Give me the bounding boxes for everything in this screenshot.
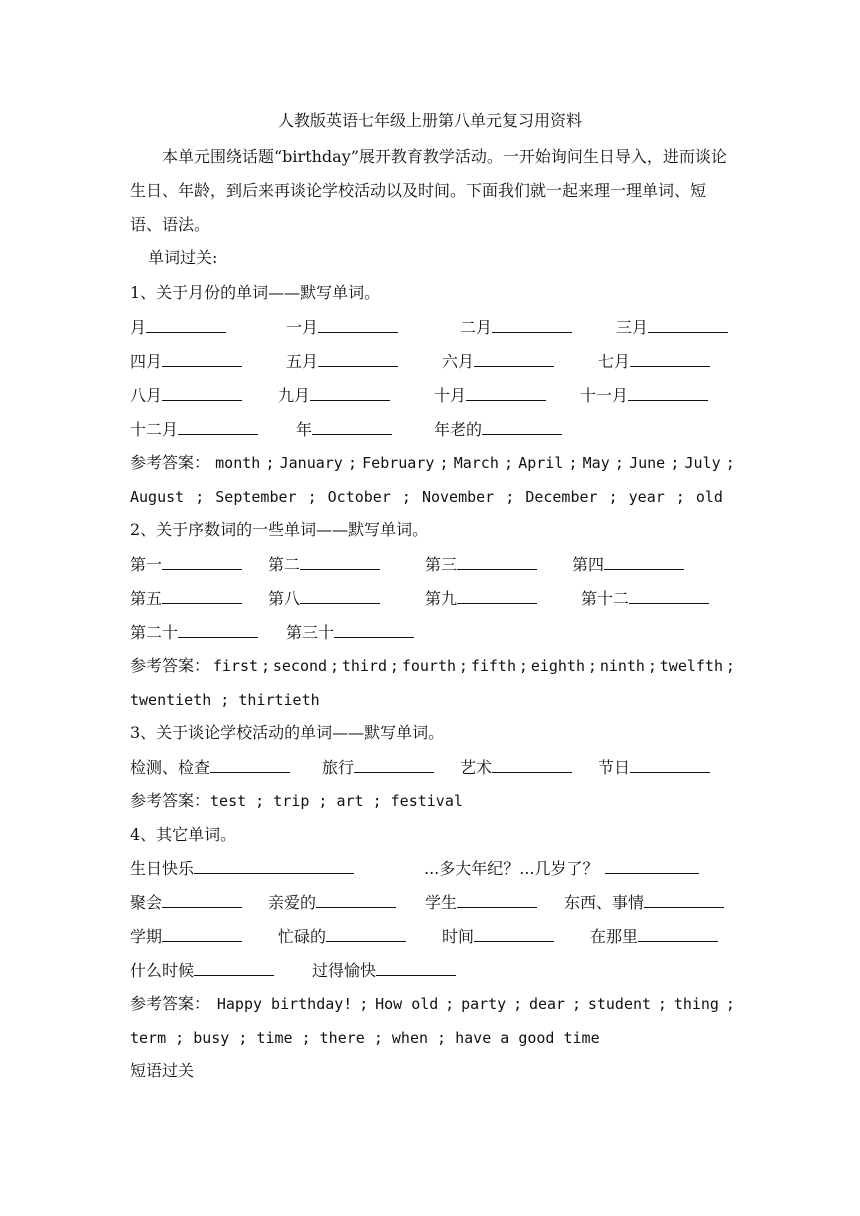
answer-word: February	[362, 454, 435, 472]
answer-blank[interactable]	[194, 959, 274, 976]
answer-word: April	[518, 454, 564, 472]
answer-word: May	[582, 454, 610, 472]
answer-word: June	[629, 454, 666, 472]
blank-item	[268, 553, 380, 576]
blank-item	[460, 316, 572, 339]
item-label: 东西、事情	[564, 893, 645, 912]
answer-line: 参考答案： Happy birthday! ; How old ; party ; dear ; student ; thing ;	[130, 994, 735, 1013]
answer-label: 参考答案：	[130, 791, 211, 810]
blank-item	[322, 756, 434, 779]
blank-item	[616, 316, 728, 339]
exercise-row	[130, 553, 735, 575]
answer-word: party	[461, 995, 507, 1013]
answer-blank[interactable]	[628, 384, 708, 401]
section-1-heading: 1、关于月份的单词——默写单词。	[130, 283, 381, 302]
answer-blank[interactable]	[629, 587, 709, 604]
blank-item	[581, 587, 709, 610]
answer-blank[interactable]	[492, 316, 572, 333]
answer-blank[interactable]	[162, 553, 242, 570]
answer-word: September	[215, 488, 297, 506]
answer-word: have a good time	[455, 1029, 600, 1047]
answer-blank[interactable]	[210, 756, 290, 773]
blank-item	[286, 316, 398, 339]
item-label: 第五	[130, 589, 163, 608]
answer-word: second	[272, 657, 328, 675]
section-2-heading: 2、关于序数词的一些单词——默写单词。	[130, 520, 429, 539]
item-label: 第三	[425, 555, 458, 574]
answer-blank[interactable]	[466, 384, 546, 401]
answer-word: busy	[193, 1029, 230, 1047]
answer-line: 参考答案： month ; January ; February ; March ; April ; May ; June ; July ;	[130, 453, 735, 472]
answer-word: November	[421, 488, 495, 506]
answer-word: December	[525, 488, 598, 506]
answer-label: 参考答案：	[130, 994, 211, 1013]
item-label: ...多大年纪？...几岁了？	[424, 859, 599, 878]
exercise-row	[130, 925, 735, 947]
blank-item	[460, 756, 572, 779]
exercise-row	[130, 384, 735, 406]
answer-line: 参考答案：test ; trip ; art ; festival	[130, 791, 463, 810]
item-label: 八月	[130, 386, 163, 405]
item-label: 第二	[268, 555, 301, 574]
answer-blank[interactable]	[354, 756, 434, 773]
answer-word: Happy birthday!	[216, 995, 353, 1013]
answer-word: when	[391, 1029, 429, 1047]
blank-item	[130, 959, 274, 982]
blank-item	[268, 891, 396, 914]
answer-word: twentieth	[130, 691, 212, 709]
item-label: 时间	[442, 927, 475, 946]
answer-word: old	[695, 488, 723, 506]
item-label: 六月	[442, 352, 475, 371]
blank-item	[268, 587, 380, 610]
item-label: 亲爱的	[268, 893, 317, 912]
answer-blank[interactable]	[604, 553, 684, 570]
answer-label: 参考答案：	[130, 453, 211, 472]
answer-blank[interactable]	[162, 587, 242, 604]
answer-word: How old	[375, 995, 439, 1013]
blank-item	[130, 756, 290, 779]
exercise-row	[130, 959, 735, 981]
blank-item	[434, 418, 562, 441]
blank-item	[130, 418, 258, 441]
blank-item	[286, 621, 414, 644]
intro-paragraph: 本单元围绕话题“birthday”展开教育教学活动。一开始询问生日导入，进而谈论生日、年龄，到后来再谈论学校活动以及时间。下面我们就一起来理一理单词、短语、语法。	[130, 147, 727, 234]
answer-word: ninth	[599, 657, 645, 675]
answer-blank[interactable]	[630, 350, 710, 367]
item-label: 过得愉快	[312, 961, 377, 980]
blank-item	[278, 384, 390, 407]
answer-label: 参考答案：	[130, 656, 211, 675]
blank-item	[130, 587, 242, 610]
item-label: 年老的	[434, 420, 483, 439]
answer-blank[interactable]	[312, 418, 392, 435]
blank-item	[425, 891, 537, 914]
item-label: 四月	[130, 352, 163, 371]
blank-item	[130, 621, 258, 644]
answer-blank[interactable]	[316, 891, 396, 908]
section-4-heading: 4、其它单词。	[130, 825, 237, 844]
answer-word: January	[279, 454, 343, 472]
answer-blank[interactable]	[326, 925, 406, 942]
answer-blank[interactable]	[318, 350, 398, 367]
blank-item	[130, 316, 226, 339]
exercise-row	[130, 621, 735, 643]
answer-word: twelfth	[659, 657, 723, 675]
answer-blank[interactable]	[178, 418, 258, 435]
answer-blank[interactable]	[492, 756, 572, 773]
answer-blank[interactable]	[474, 350, 554, 367]
answer-word: art	[336, 792, 364, 810]
item-label: 忙碌的	[278, 927, 327, 946]
blank-item	[130, 350, 242, 373]
answer-blank[interactable]	[457, 553, 537, 570]
blank-item	[312, 959, 456, 982]
blank-item	[130, 384, 242, 407]
answer-word: March	[453, 454, 499, 472]
answer-word: trip	[273, 792, 310, 810]
answer-blank[interactable]	[194, 857, 354, 874]
answer-word: test	[210, 792, 247, 810]
answer-blank[interactable]	[310, 384, 390, 401]
item-label: 学期	[130, 927, 163, 946]
answer-word: year	[628, 488, 665, 506]
answer-blank[interactable]	[300, 587, 380, 604]
answer-word: fifth	[470, 657, 516, 675]
answer-blank[interactable]	[162, 384, 242, 401]
answer-blank[interactable]	[474, 925, 554, 942]
item-label: 第九	[425, 589, 458, 608]
answer-word: thing	[673, 995, 719, 1013]
answer-blank[interactable]	[638, 925, 718, 942]
item-label: 第三十	[286, 623, 335, 642]
answer-blank[interactable]	[318, 316, 398, 333]
exercise-row	[130, 756, 735, 778]
blank-item	[442, 925, 554, 948]
blank-item	[598, 756, 710, 779]
item-label: 在那里	[590, 927, 639, 946]
exercise-row	[130, 316, 735, 338]
exercise-row	[130, 891, 735, 913]
blank-item	[425, 553, 537, 576]
exercise-row	[130, 418, 735, 440]
item-label: 学生	[425, 893, 458, 912]
item-label: 月	[130, 318, 147, 337]
item-label: 聚会	[130, 893, 163, 912]
answer-blank[interactable]	[644, 891, 724, 908]
item-label: 节日	[598, 758, 631, 777]
blank-item	[130, 925, 242, 948]
item-label: 五月	[286, 352, 319, 371]
item-label: 九月	[278, 386, 311, 405]
answer-word: August	[130, 488, 185, 506]
blank-item	[442, 350, 554, 373]
answer-blank[interactable]	[162, 891, 242, 908]
exercise-row	[130, 350, 735, 372]
answer-blank[interactable]	[457, 891, 537, 908]
answer-blank[interactable]	[376, 959, 456, 976]
blank-item	[278, 925, 406, 948]
blank-item	[564, 891, 724, 914]
item-label: 第十二	[581, 589, 630, 608]
answer-blank[interactable]	[146, 316, 226, 333]
item-label: 检测、检查	[130, 758, 211, 777]
answer-blank[interactable]	[482, 418, 562, 435]
blank-item	[424, 857, 699, 880]
document-title: 人教版英语七年级上册第八单元复习用资料	[277, 111, 582, 130]
blank-item	[130, 857, 354, 880]
answer-word: dear	[528, 995, 566, 1013]
answer-word: first	[212, 657, 259, 675]
answer-line: term ; busy ; time ; there ; when ; have a good time	[130, 1029, 600, 1047]
answer-blank[interactable]	[162, 350, 242, 367]
item-label: 第四	[572, 555, 605, 574]
blank-item	[296, 418, 392, 441]
answer-line: twentieth ; thirtieth	[130, 691, 320, 709]
item-label: 二月	[460, 318, 493, 337]
answer-word: fourth	[401, 657, 457, 675]
answer-word: there	[319, 1029, 365, 1047]
blank-item	[425, 587, 537, 610]
item-label: 十一月	[580, 386, 629, 405]
answer-line: 参考答案： first ; second ; third ; fourth ; fifth ; eighth ; ninth ; twelfth ;	[130, 656, 735, 675]
blank-item	[572, 553, 684, 576]
item-label: 三月	[616, 318, 649, 337]
answer-word: thirtieth	[238, 691, 320, 709]
item-label: 什么时候	[130, 961, 195, 980]
answer-word: July	[684, 454, 721, 472]
item-label: 七月	[598, 352, 631, 371]
item-label: 旅行	[322, 758, 355, 777]
answer-word: student	[587, 995, 652, 1013]
item-label: 第一	[130, 555, 163, 574]
phrases-heading: 短语过关	[130, 1061, 195, 1080]
answer-blank[interactable]	[162, 925, 242, 942]
item-label: 十二月	[130, 420, 179, 439]
exercise-row	[130, 857, 735, 879]
answer-word: term	[130, 1029, 167, 1047]
blank-item	[130, 553, 242, 576]
answer-blank[interactable]	[178, 621, 258, 638]
answer-line: August ; September ; October ; November ; December ; year ; old	[130, 488, 723, 506]
answer-word: month	[215, 454, 261, 472]
answer-blank[interactable]	[648, 316, 728, 333]
blank-item	[434, 384, 546, 407]
section-3-heading: 3、关于谈论学校活动的单词——默写单词。	[130, 723, 445, 742]
blank-item	[598, 350, 710, 373]
answer-blank[interactable]	[630, 756, 710, 773]
answer-word: eighth	[530, 657, 585, 675]
answer-word: time	[256, 1029, 293, 1047]
blank-item	[590, 925, 718, 948]
answer-blank[interactable]	[457, 587, 537, 604]
answer-blank[interactable]	[300, 553, 380, 570]
blank-item	[286, 350, 398, 373]
item-label: 年	[296, 420, 313, 439]
blank-item	[130, 891, 242, 914]
answer-blank[interactable]	[605, 857, 699, 874]
words-heading: 单词过关:	[148, 248, 218, 267]
blank-item	[580, 384, 708, 407]
answer-word: October	[327, 488, 391, 506]
item-label: 一月	[286, 318, 319, 337]
exercise-row	[130, 587, 735, 609]
answer-word: third	[341, 657, 388, 675]
item-label: 第二十	[130, 623, 179, 642]
item-label: 十月	[434, 386, 467, 405]
item-label: 艺术	[460, 758, 493, 777]
item-label: 生日快乐	[130, 859, 195, 878]
item-label: 第八	[268, 589, 301, 608]
answer-blank[interactable]	[334, 621, 414, 638]
answer-word: festival	[390, 792, 463, 810]
